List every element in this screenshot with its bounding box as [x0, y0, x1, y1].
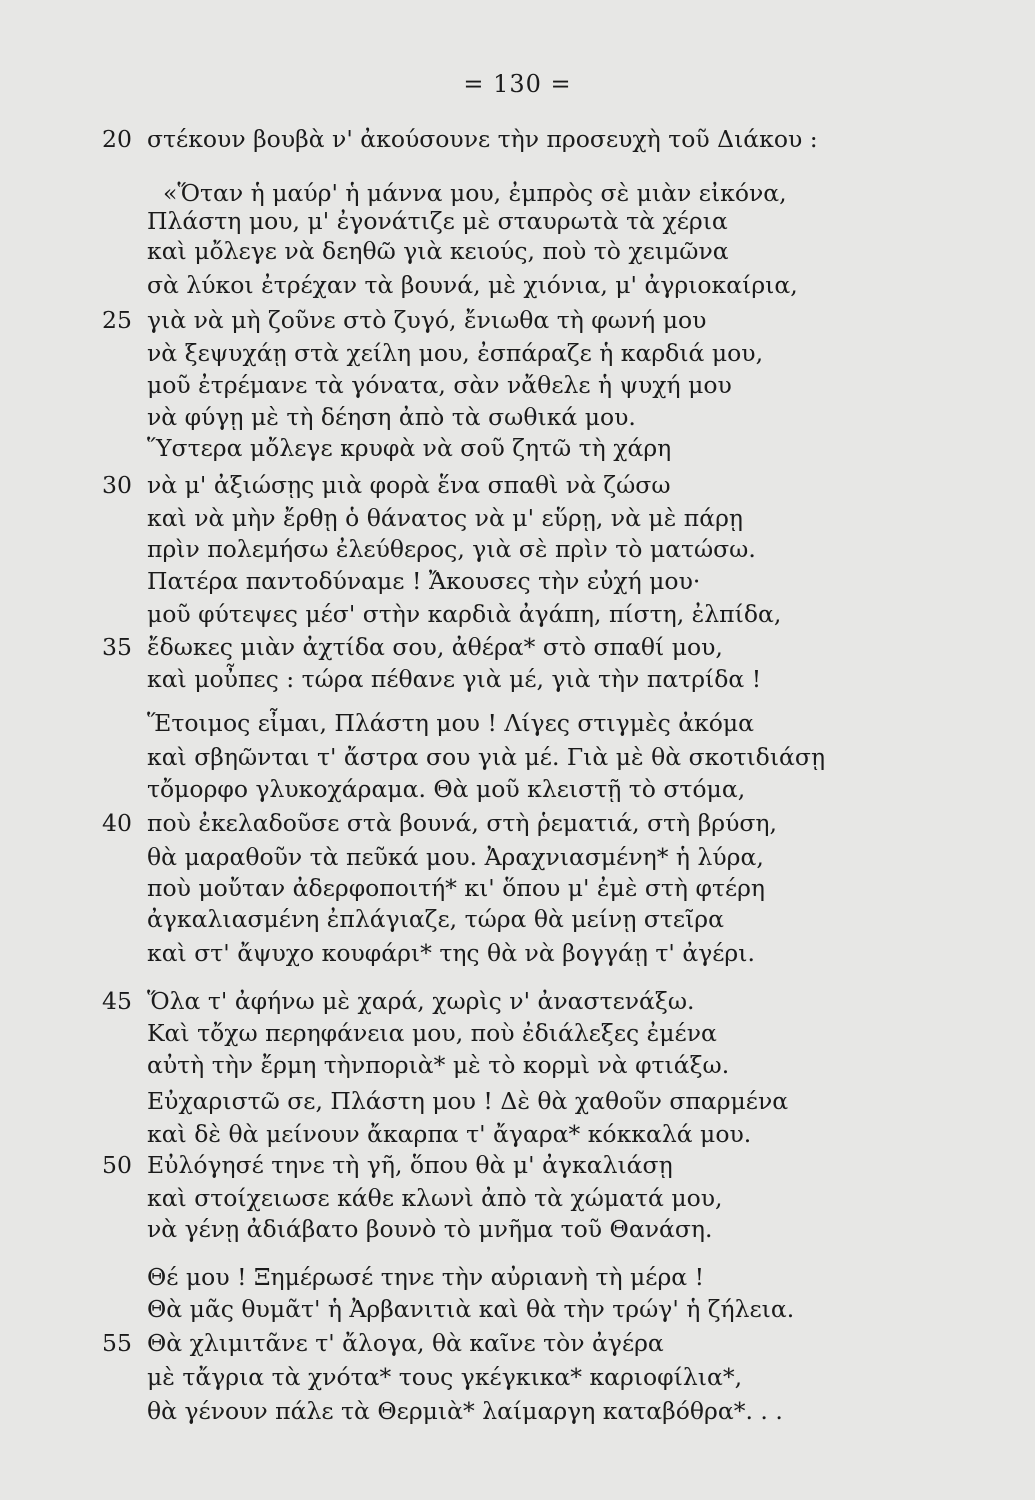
poem-line [147, 1086, 788, 1116]
line-text: «Ὅταν ἡ μαύρ' ἡ μάννα μου, ἐμπρὸς σὲ μιὰν εἰκόνα, [163, 179, 787, 207]
line-text: Πατέρα παντοδύναμε ! Ἄκουσες τὴν εὐχή μου· [147, 567, 701, 595]
poem-line [147, 270, 798, 300]
poem-line [147, 503, 743, 533]
poem-line [147, 742, 825, 772]
poem-line [163, 178, 787, 208]
line-text: ποὺ ἐκελαδοῦσε στὰ βουνά, στὴ ῥεματιά, στὴ βρύση, [147, 809, 777, 837]
poem-line [147, 842, 764, 872]
line-text: Θέ μου ! Ξημέρωσέ τηνε τὴν αὐριανὴ τὴ μέρα ! [147, 1263, 705, 1291]
line-number: 35 [102, 633, 132, 661]
line-text: νὰ ξεψυχάῃ στὰ χείλη μου, ἐσπάραζε ἡ καρδιά μου, [147, 339, 764, 367]
line-number: 30 [102, 471, 132, 499]
line-text: ἔδωκες μιὰν ἀχτίδα σου, ἀθέρα* στὸ σπαθί μου, [147, 633, 723, 661]
line-text: Θὰ χλιμιτᾶνε τ' ἄλογα, θὰ καῖνε τὸν ἀγέρα [147, 1329, 664, 1357]
poem-line [147, 236, 729, 266]
poem-line [147, 1183, 723, 1213]
line-text: ποὺ μοὔταν ἀδερφοποιτή* κι' ὅπου μ' ἐμὲ στὴ φτέρη [147, 874, 766, 902]
line-number: 50 [102, 1151, 132, 1179]
line-text: Εὐχαριστῶ σε, Πλάστη μου ! Δὲ θὰ χαθοῦν σπαρμένα [147, 1087, 789, 1115]
line-text: θὰ μαραθοῦν τὰ πεῦκά μου. Ἀραχνιασμένη* ἡ λύρα, [147, 843, 764, 871]
line-text: Ἕτοιμος εἶμαι, Πλάστη μου ! Λίγες στιγμὲς ἀκόμα [147, 709, 755, 737]
poem-line [147, 402, 636, 432]
line-text: Πλάστη μου, μ' ἐγονάτιζε μὲ σταυρωτὰ τὰ χέρια [147, 207, 728, 235]
line-number: 25 [102, 306, 132, 334]
line-text: καὶ μοὖπες : τώρα πέθανε γιὰ μέ, γιὰ τὴν πατρίδα ! [147, 665, 762, 693]
line-text: Καὶ τὄχω περηφάνεια μου, ποὺ ἐδιάλεξες ἐμένα [147, 1019, 717, 1047]
poem-line [102, 1328, 664, 1358]
line-text: Ὕστερα μὄλεγε κρυφὰ νὰ σοῦ ζητῶ τὴ χάρη [147, 434, 672, 462]
line-text: μὲ τἄγρια τὰ χνότα* τους γκέγκικα* καριοφίλια*, [147, 1363, 743, 1391]
line-text: καὶ στοίχειωσε κάθε κλωνὶ ἀπὸ τὰ χώματά μου, [147, 1184, 723, 1212]
line-text: καὶ σβηῶνται τ' ἄστρα σου γιὰ μέ. Γιὰ μὲ θὰ σκοτιδιάσῃ [147, 743, 826, 771]
poem-line [147, 938, 755, 968]
poem-line [147, 1362, 742, 1392]
line-text: στέκουν βουβὰ ν' ἀκούσουνε τὴν προσευχὴ τοῦ Διάκου : [147, 125, 818, 153]
poem-line [147, 904, 724, 934]
poem-line [147, 1214, 712, 1244]
poem-line [147, 1396, 783, 1426]
line-text: θὰ γένουν πάλε τὰ Θερμιὰ* λαίμαργη καταβόθρα*. . . [147, 1397, 783, 1425]
line-text: μοῦ φύτεψες μέσ' στὴν καρδιὰ ἀγάπη, πίστη, ἐλπίδα, [147, 600, 782, 628]
poem-line [147, 566, 700, 596]
poem-line [147, 708, 754, 738]
line-text: Εὐλόγησέ τηνε τὴ γῆ, ὅπου θὰ μ' ἀγκαλιάσῃ [147, 1151, 673, 1179]
line-number: 55 [102, 1329, 132, 1357]
poem-line [147, 1050, 729, 1080]
line-number: 20 [102, 125, 132, 153]
line-text: καὶ μὄλεγε νὰ δεηθῶ γιὰ κειούς, ποὺ τὸ χειμῶνα [147, 237, 729, 265]
poem-line [147, 338, 763, 368]
line-text: τὄμορφο γλυκοχάραμα. Θὰ μοῦ κλειστῇ τὸ στόμα, [147, 775, 746, 803]
poem-line [102, 470, 671, 500]
poem-line [102, 632, 723, 662]
poem-line [147, 599, 781, 629]
line-text: νὰ γένῃ ἀδιάβατο βουνὸ τὸ μνῆμα τοῦ Θανάση. [147, 1215, 713, 1243]
poem-line [147, 534, 756, 564]
poem-line [102, 305, 707, 335]
line-text: νὰ φύγῃ μὲ τὴ δέηση ἀπὸ τὰ σωθικά μου. [147, 403, 636, 431]
line-text: μοῦ ἐτρέμανε τὰ γόνατα, σὰν νἄθελε ἡ ψυχή μου [147, 371, 732, 399]
line-text: πρὶν πολεμήσω ἐλεύθερος, γιὰ σὲ πρὶν τὸ ματώσω. [147, 535, 756, 563]
poem-line [147, 873, 765, 903]
poem-line [147, 664, 761, 694]
line-text: καὶ νὰ μὴν ἔρθῃ ὁ θάνατος νὰ μ' εὕρῃ, νὰ μὲ πάρῃ [147, 504, 743, 532]
poem-line [147, 370, 732, 400]
line-text: καὶ στ' ἄψυχο κουφάρι* της θὰ νὰ βογγάῃ τ' ἀγέρι. [147, 939, 755, 967]
line-text: αὐτὴ τὴν ἔρμη τὴνποριὰ* μὲ τὸ κορμὶ νὰ φτιάξω. [147, 1051, 730, 1079]
line-text: καὶ δὲ θὰ μείνουν ἄκαρπα τ' ἄγαρα* κόκκαλά μου. [147, 1120, 752, 1148]
line-text: Θὰ μᾶς θυμᾶτ' ἡ Ἀρβανιτιὰ καὶ θὰ τὴν τρώγ' ἡ ζήλεια. [147, 1295, 795, 1323]
poem-line [147, 774, 745, 804]
page-number-header: = 130 = [463, 70, 572, 98]
poem-line [102, 124, 818, 154]
line-text: γιὰ νὰ μὴ ζοῦνε στὸ ζυγό, ἔνιωθα τὴ φωνή μου [147, 306, 707, 334]
line-text: νὰ μ' ἀξιώσῃς μιὰ φορὰ ἕνα σπαθὶ νὰ ζώσω [147, 471, 671, 499]
poem-line [147, 1294, 794, 1324]
poem-line [102, 986, 695, 1016]
line-number: 40 [102, 809, 132, 837]
line-number: 45 [102, 987, 132, 1015]
line-text: σὰ λύκοι ἐτρέχαν τὰ βουνά, μὲ χιόνια, μ' ἀγριοκαίρια, [147, 271, 798, 299]
poem-line [147, 1262, 704, 1292]
line-text: ἀγκαλιασμένη ἐπλάγιαζε, τώρα θὰ μείνῃ στεῖρα [147, 905, 724, 933]
line-text: Ὅλα τ' ἀφήνω μὲ χαρά, χωρὶς ν' ἀναστενάξω. [147, 987, 695, 1015]
poem-line [147, 206, 728, 236]
poem-line [147, 1119, 751, 1149]
poem-line [102, 808, 777, 838]
poem-line [102, 1150, 673, 1180]
poem-line [147, 1018, 717, 1048]
poem-line [147, 433, 671, 463]
